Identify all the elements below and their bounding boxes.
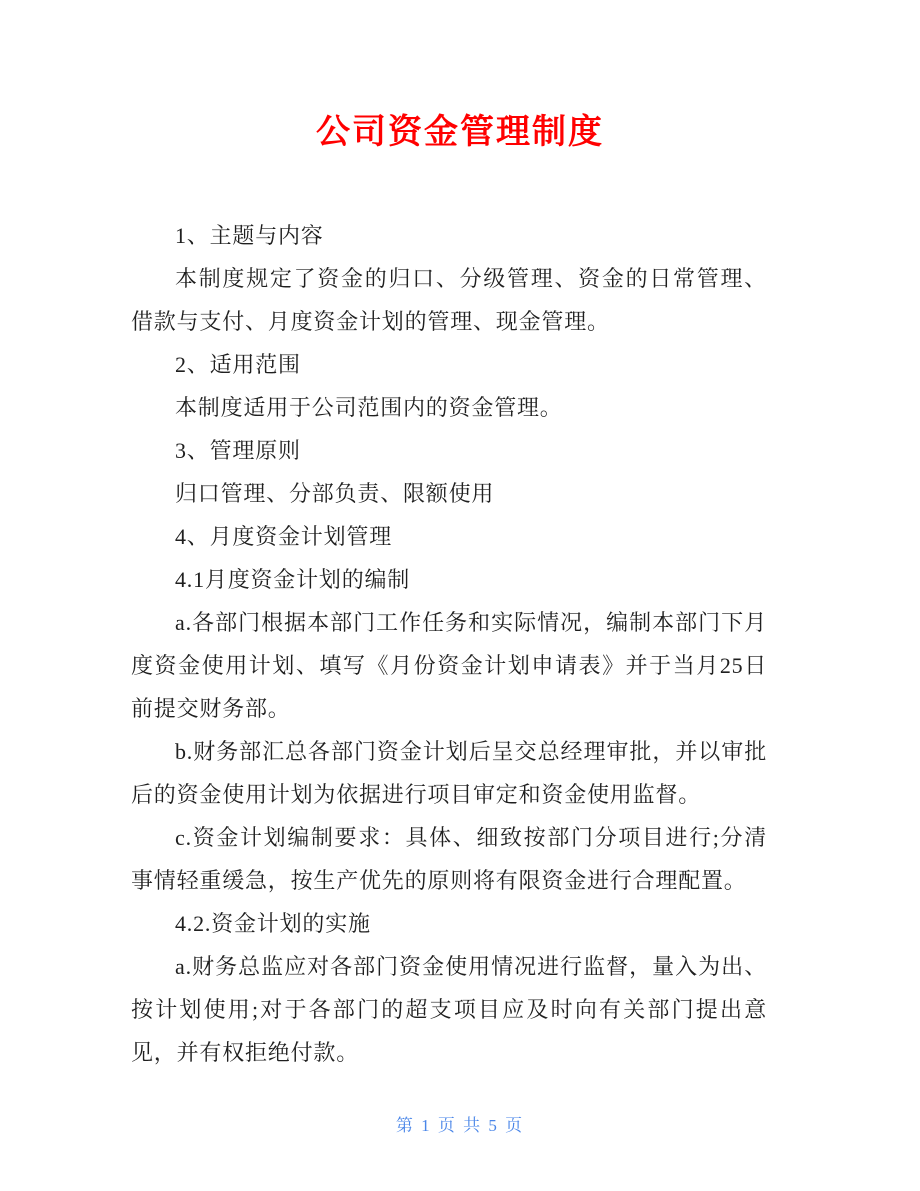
paragraph: 4、月度资金计划管理 [175, 524, 393, 549]
paragraph: b.财务部汇总各部门资金计划后呈交总经理审批，并以审批后的资金使用计划为依据进行项目审定和资金使用监督。 [131, 739, 767, 807]
paragraph: 4.2.资金计划的实施 [175, 911, 371, 936]
paragraph: 本制度适用于公司范围内的资金管理。 [175, 395, 563, 420]
document-title: 公司资金管理制度 [316, 113, 604, 151]
page-footer [0, 1115, 920, 1137]
paragraph: a.各部门根据本部门工作任务和实际情况，编制本部门下月度资金使用计划、填写《月份资金计划申请表》并于当月25日前提交财务部。 [131, 610, 767, 721]
paragraph: c.资金计划编制要求：具体、细致按部门分项目进行;分清事情轻重缓急，按生产优先的原则将有限资金进行合理配置。 [131, 825, 767, 893]
paragraph: 4.1月度资金计划的编制 [175, 567, 411, 592]
paragraph: a.财务总监应对各部门资金使用情况进行监督，量入为出、按计划使用;对于各部门的超支项目应及时向有关部门提出意见，并有权拒绝付款。 [131, 954, 767, 1065]
paragraph: 归口管理、分部负责、限额使用 [175, 481, 495, 506]
document-body [131, 214, 767, 1074]
page-number-label: 第 1 页 共 5 页 [395, 1116, 525, 1135]
paragraph: 1、主题与内容 [175, 223, 324, 248]
paragraph: 本制度规定了资金的归口、分级管理、资金的日常管理、借款与支付、月度资金计划的管理、现金管理。 [131, 266, 767, 334]
paragraph: 3、管理原则 [175, 438, 301, 463]
paragraph: 2、适用范围 [175, 352, 301, 377]
